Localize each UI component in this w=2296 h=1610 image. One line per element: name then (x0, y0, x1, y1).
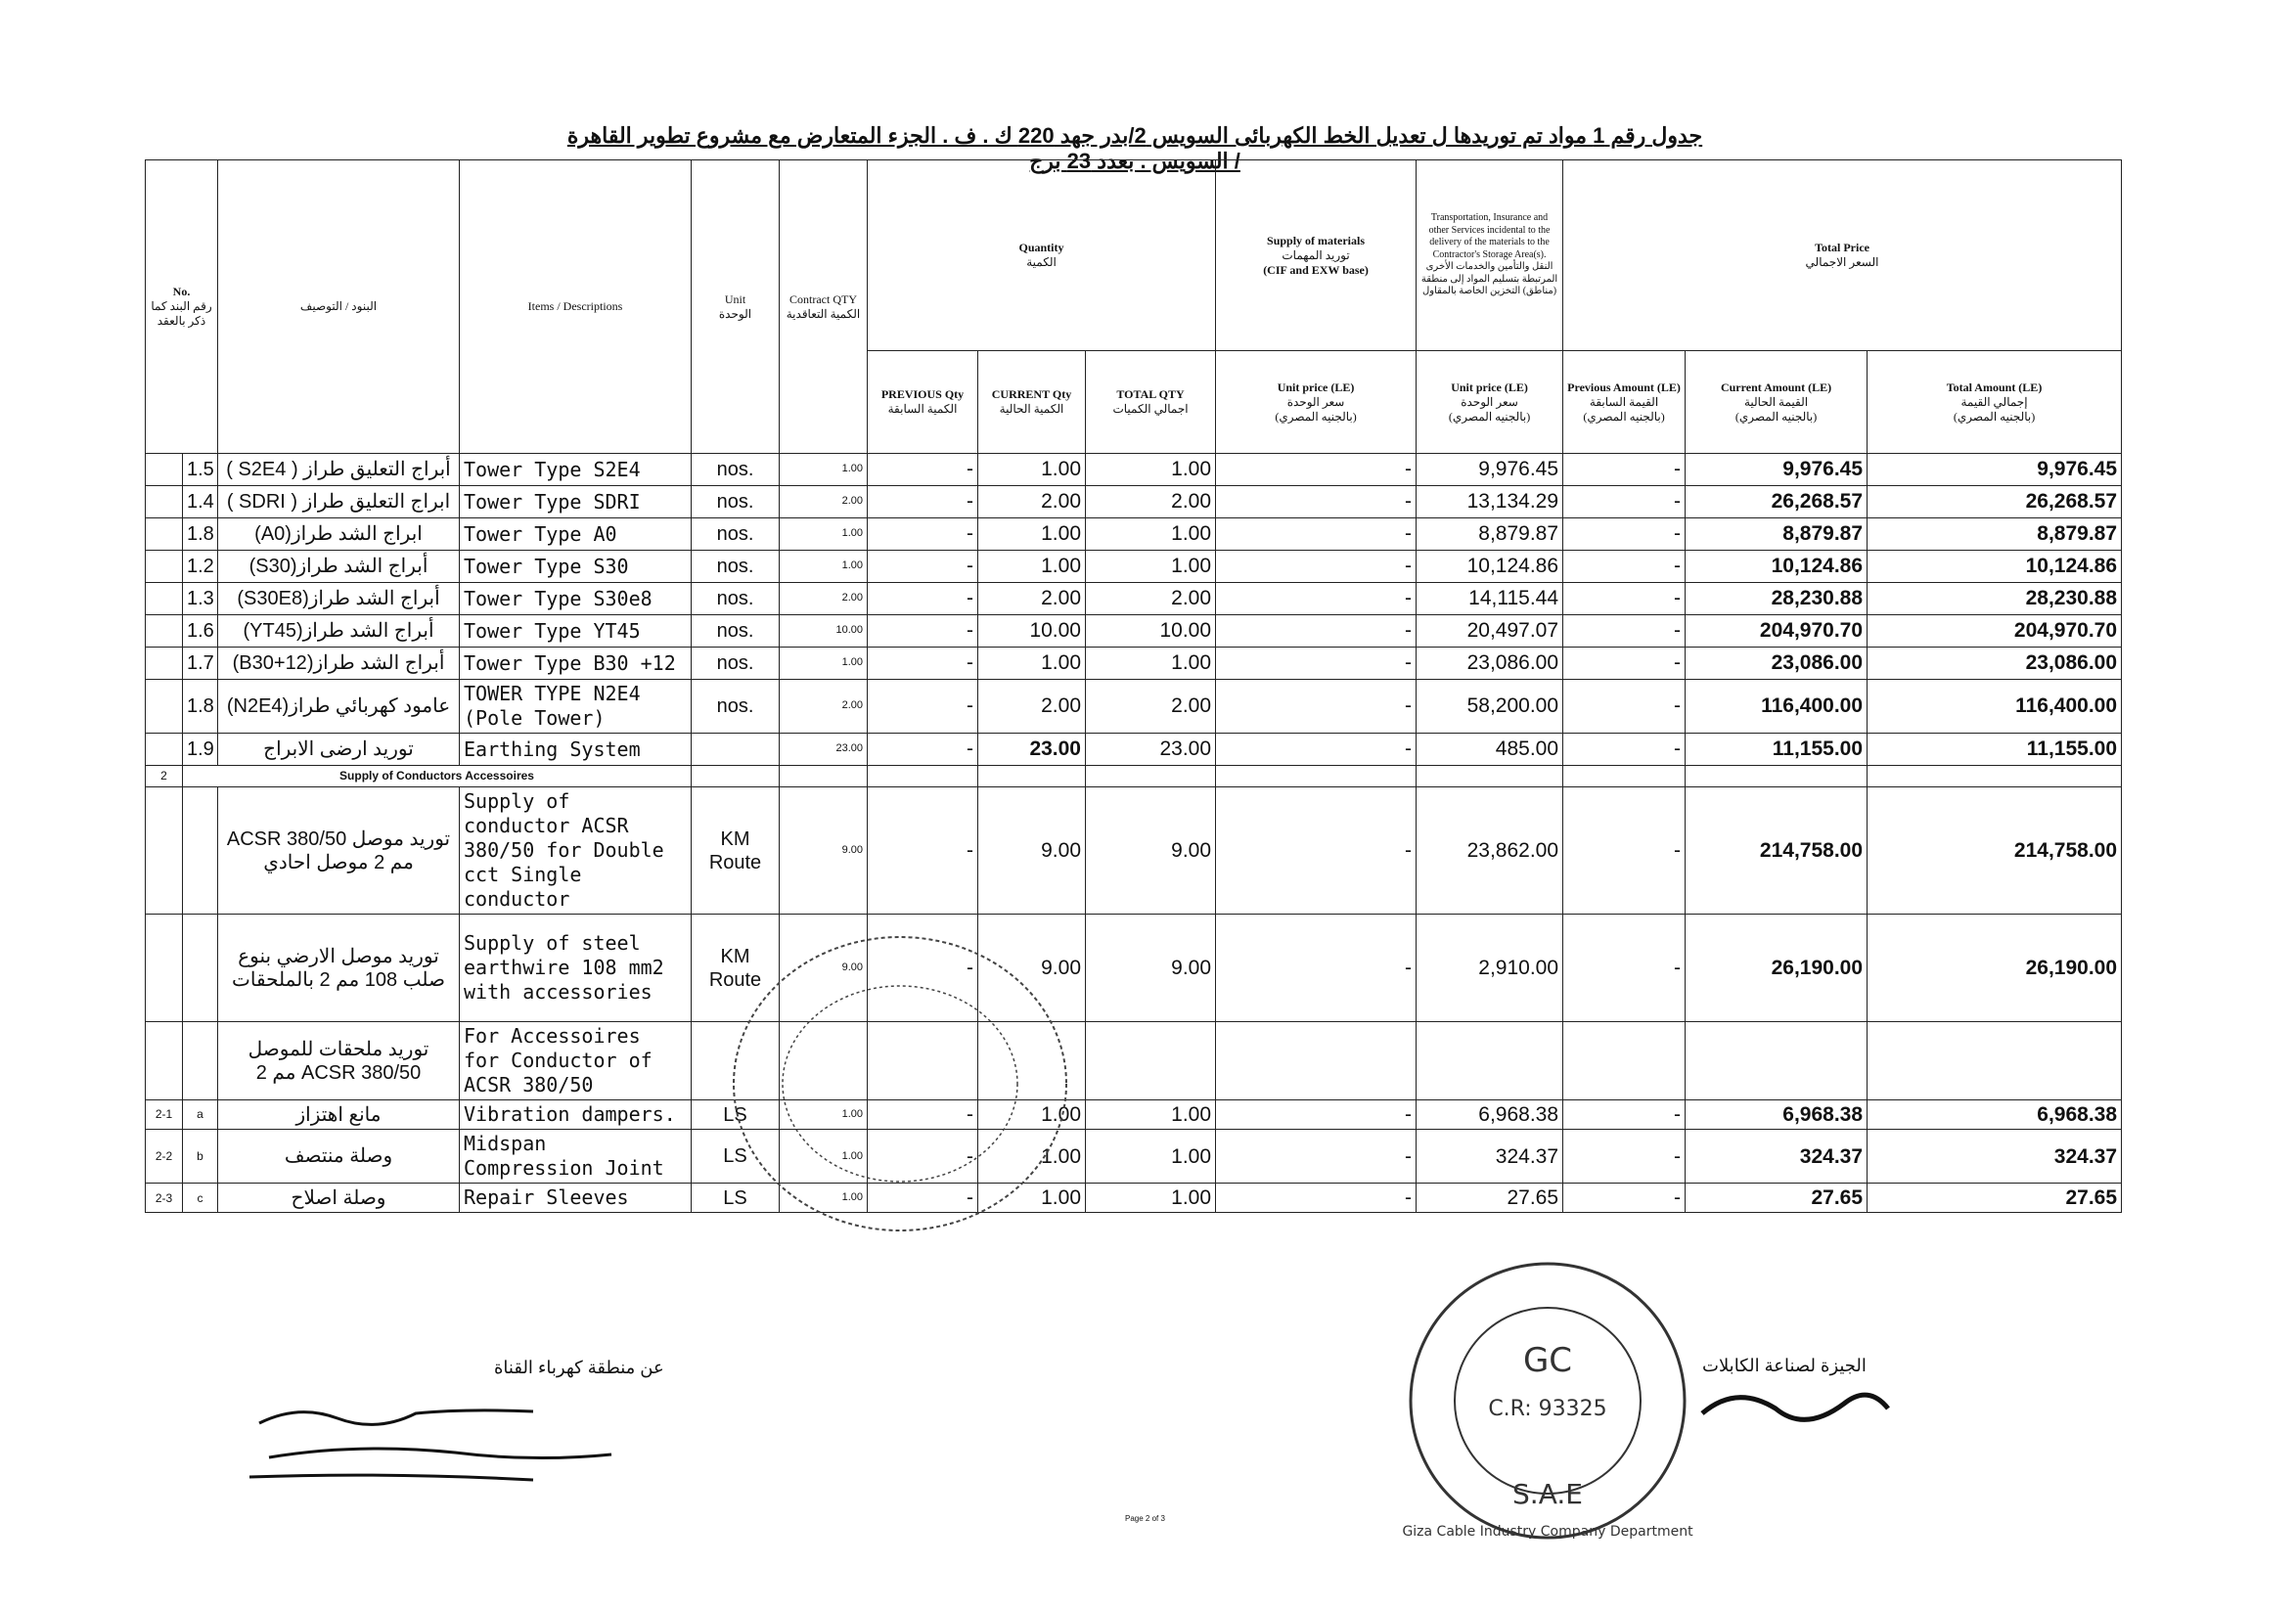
current-amount: 324.37 (1686, 1130, 1868, 1184)
table-row (146, 615, 2122, 648)
table-row (146, 648, 2122, 680)
table-row (146, 787, 2122, 915)
row-number: 1.9 (183, 734, 218, 766)
previous-amount: - (1563, 615, 1686, 648)
page-title: جدول رقم 1 مواد تم توريدها ل تعديل الخط الكهربائى السويس 2/بدر جهد 220 ك . ف . الجزء المتعارض مع مشروع تطوير القاهرة / السويس . بعدد 23 برج (566, 123, 1703, 173)
row-spacer (146, 518, 183, 551)
item-description: Tower Type S30 (460, 551, 692, 583)
empty-cell (868, 766, 978, 787)
item-arabic: أبراج الشد طراز(S30) (218, 551, 460, 583)
row-letter: a (183, 1100, 218, 1130)
item-description: TOWER TYPE N2E4 (Pole Tower) (460, 680, 692, 734)
previous-qty: - (868, 583, 978, 615)
previous-qty: - (868, 734, 978, 766)
contract-qty: 1.00 (780, 1100, 868, 1130)
unit: nos. (692, 518, 780, 551)
total-qty: 2.00 (1086, 680, 1216, 734)
table-row (146, 1100, 2122, 1130)
row-number: 1.4 (183, 486, 218, 518)
current-amount: 27.65 (1686, 1184, 1868, 1213)
item-description: Tower Type A0 (460, 518, 692, 551)
contract-qty: 9.00 (780, 787, 868, 915)
row-spacer (146, 486, 183, 518)
total-qty: 9.00 (1086, 787, 1216, 915)
current-qty: 1.00 (978, 1100, 1086, 1130)
total-amount: 8,879.87 (1868, 518, 2122, 551)
unit: nos. (692, 615, 780, 648)
left-signature-label: عن منطقة كهرباء القناة (494, 1358, 664, 1377)
row-number: 1.8 (183, 680, 218, 734)
total-amount: 116,400.00 (1868, 680, 2122, 734)
item-description: Vibration dampers. (460, 1100, 692, 1130)
row-spacer (146, 583, 183, 615)
total-qty: 1.00 (1086, 648, 1216, 680)
table-row (146, 915, 2122, 1022)
section-title: Supply of Conductors Accessoires (183, 766, 692, 787)
item-arabic: توريد ملحقات للموصل ACSR 380/50 مم 2 (218, 1022, 460, 1100)
total-amount: 26,268.57 (1868, 486, 2122, 518)
total-amount: 214,758.00 (1868, 787, 2122, 915)
total-amount: 324.37 (1868, 1130, 2122, 1184)
contract-qty: 1.00 (780, 551, 868, 583)
total-qty: 1.00 (1086, 518, 1216, 551)
row-spacer (146, 551, 183, 583)
supply-unit-price: - (1216, 1130, 1417, 1184)
item-arabic: وصلة اصلاح (218, 1184, 460, 1213)
unit: nos. (692, 551, 780, 583)
section-header (146, 766, 2122, 787)
row-spacer (146, 680, 183, 734)
total-qty: 1.00 (1086, 1130, 1216, 1184)
item-description: Tower Type S30e8 (460, 583, 692, 615)
row-letter: b (183, 1130, 218, 1184)
transport-unit-price: 13,134.29 (1417, 486, 1563, 518)
header-total-amount: Total Amount (LE) إجمالي القيمة (بالجنيه المصري) (1868, 351, 2122, 454)
empty-cell (1868, 766, 2122, 787)
previous-qty: - (868, 1184, 978, 1213)
previous-qty: - (868, 1130, 978, 1184)
company-stamp (1401, 1254, 1694, 1547)
table-row (146, 734, 2122, 766)
item-arabic: وصلة منتصف (218, 1130, 460, 1184)
svg-text:GC: GC (1522, 1341, 1573, 1380)
item-arabic: ابراج الشد طراز(A0) (218, 518, 460, 551)
current-amount: 8,879.87 (1686, 518, 1868, 551)
previous-qty: - (868, 486, 978, 518)
header-unit: Unit الوحدة (692, 160, 780, 454)
supply-unit-price: - (1216, 454, 1417, 486)
left-signature (240, 1364, 621, 1501)
total-amount: 11,155.00 (1868, 734, 2122, 766)
transport-unit-price: 324.37 (1417, 1130, 1563, 1184)
previous-amount: - (1563, 454, 1686, 486)
page-number: Page 2 of 3 (1125, 1514, 1165, 1523)
header-no: No. رقم البند كما ذكر بالعقد (146, 160, 218, 454)
row-spacer (146, 648, 183, 680)
unit: nos. (692, 583, 780, 615)
supply-unit-price: - (1216, 680, 1417, 734)
supply-unit-price: - (1216, 1100, 1417, 1130)
previous-qty: - (868, 787, 978, 915)
item-description: Supply of steel earthwire 108 mm2 with accessories (460, 915, 692, 1022)
empty-cell (1868, 1022, 2122, 1100)
table-row (146, 680, 2122, 734)
unit: nos. (692, 486, 780, 518)
row-spacer (146, 734, 183, 766)
unit: KM Route (692, 787, 780, 915)
empty-cell (1563, 766, 1686, 787)
item-description: Tower Type S2E4 (460, 454, 692, 486)
contract-qty: 1.00 (780, 648, 868, 680)
supply-unit-price: - (1216, 583, 1417, 615)
item-arabic: عامود كهربائي طراز(N2E4) (218, 680, 460, 734)
previous-amount: - (1563, 583, 1686, 615)
item-description: Earthing System (460, 734, 692, 766)
previous-qty: - (868, 518, 978, 551)
total-qty: 9.00 (1086, 915, 1216, 1022)
previous-amount: - (1563, 1130, 1686, 1184)
item-description: Tower Type YT45 (460, 615, 692, 648)
supply-unit-price: - (1216, 486, 1417, 518)
empty-cell (1417, 766, 1563, 787)
item-arabic: أبراج الشد طراز(S30E8) (218, 583, 460, 615)
previous-qty: - (868, 615, 978, 648)
item-description: For Accessoires for Conductor of ACSR 380/50 (460, 1022, 692, 1100)
header-current-amount: Current Amount (LE) القيمة الحالية (بالجنيه المصري) (1686, 351, 1868, 454)
total-qty: 1.00 (1086, 1184, 1216, 1213)
current-qty: 9.00 (978, 915, 1086, 1022)
total-qty: 1.00 (1086, 454, 1216, 486)
current-amount: 204,970.70 (1686, 615, 1868, 648)
current-amount: 6,968.38 (1686, 1100, 1868, 1130)
transport-unit-price: 10,124.86 (1417, 551, 1563, 583)
header-transport-unit-price: Unit price (LE) سعر الوحدة (بالجنيه المصري) (1417, 351, 1563, 454)
previous-amount: - (1563, 1100, 1686, 1130)
transport-unit-price: 2,910.00 (1417, 915, 1563, 1022)
current-qty: 1.00 (978, 648, 1086, 680)
row-number: 2-3 (146, 1184, 183, 1213)
item-description: Tower Type B30 +12 (460, 648, 692, 680)
contract-qty: 1.00 (780, 1184, 868, 1213)
supply-unit-price: - (1216, 1184, 1417, 1213)
row-spacer (183, 787, 218, 915)
previous-amount: - (1563, 551, 1686, 583)
header-transport: Transportation, Insurance and other Services incidental to the delivery of the materials to the Contractor's Storage Area(s). النقل والتأمين والخدمات الأخرى المرتبطة بتسليم المواد إلى منطقة (مناطق) التخزين الخاصة بالمقاول (1417, 160, 1563, 351)
row-spacer (146, 454, 183, 486)
current-qty: 9.00 (978, 787, 1086, 915)
row-spacer (146, 787, 183, 915)
current-qty: 2.00 (978, 583, 1086, 615)
item-description: Midspan Compression Joint (460, 1130, 692, 1184)
current-amount: 214,758.00 (1686, 787, 1868, 915)
transport-unit-price: 58,200.00 (1417, 680, 1563, 734)
row-number: 1.6 (183, 615, 218, 648)
transport-unit-price: 9,976.45 (1417, 454, 1563, 486)
row-number: 1.3 (183, 583, 218, 615)
current-qty: 1.00 (978, 551, 1086, 583)
contract-qty: 2.00 (780, 486, 868, 518)
header-quantity: Quantity الكمية (868, 160, 1216, 351)
previous-amount: - (1563, 915, 1686, 1022)
stamp-sae: S.A.E (1512, 1478, 1583, 1510)
empty-cell (1686, 1022, 1868, 1100)
item-arabic: مانع اهتزاز (218, 1100, 460, 1130)
supply-unit-price: - (1216, 648, 1417, 680)
unit: KM Route (692, 915, 780, 1022)
item-arabic: أبراج التعليق طراز ( S2E4 ) (218, 454, 460, 486)
row-number: 1.7 (183, 648, 218, 680)
current-amount: 26,190.00 (1686, 915, 1868, 1022)
empty-cell (692, 766, 780, 787)
transport-unit-price: 27.65 (1417, 1184, 1563, 1213)
total-qty: 2.00 (1086, 583, 1216, 615)
header-previous-amount: Previous Amount (LE) القيمة السابقة (بالجنيه المصري) (1563, 351, 1686, 454)
total-amount: 23,086.00 (1868, 648, 2122, 680)
item-arabic: أبراج الشد طراز(B30+12) (218, 648, 460, 680)
current-qty: 1.00 (978, 454, 1086, 486)
contract-qty: 23.00 (780, 734, 868, 766)
item-description: Tower Type SDRI (460, 486, 692, 518)
header-supply: Supply of materials توريد المهمات (CIF and EXW base) (1216, 160, 1417, 351)
previous-amount: - (1563, 1184, 1686, 1213)
supply-unit-price: - (1216, 787, 1417, 915)
current-qty: 1.00 (978, 1184, 1086, 1213)
transport-unit-price: 6,968.38 (1417, 1100, 1563, 1130)
unit: nos. (692, 648, 780, 680)
contract-qty: 1.00 (780, 454, 868, 486)
item-description: Supply of conductor ACSR 380/50 for Double cct Single conductor (460, 787, 692, 915)
previous-qty: - (868, 454, 978, 486)
transport-unit-price: 485.00 (1417, 734, 1563, 766)
contract-qty: 1.00 (780, 518, 868, 551)
total-amount: 10,124.86 (1868, 551, 2122, 583)
supply-unit-price: - (1216, 734, 1417, 766)
empty-cell (1686, 766, 1868, 787)
table-row (146, 551, 2122, 583)
previous-qty: - (868, 551, 978, 583)
table-row (146, 583, 2122, 615)
header-items: Items / Descriptions (460, 160, 692, 454)
total-amount: 28,230.88 (1868, 583, 2122, 615)
empty-cell (1086, 1022, 1216, 1100)
table-row (146, 1184, 2122, 1213)
header-previous-qty: PREVIOUS Qty الكمية السابقة (868, 351, 978, 454)
transport-unit-price: 8,879.87 (1417, 518, 1563, 551)
row-spacer (183, 915, 218, 1022)
contract-qty: 2.00 (780, 583, 868, 615)
header-total-qty: TOTAL QTY اجمالي الكميات (1086, 351, 1216, 454)
item-arabic: ابراج التعليق طراز ( SDRI ) (218, 486, 460, 518)
transport-unit-price: 20,497.07 (1417, 615, 1563, 648)
supply-unit-price: - (1216, 551, 1417, 583)
previous-amount: - (1563, 648, 1686, 680)
transport-unit-price: 23,086.00 (1417, 648, 1563, 680)
empty-cell (1417, 1022, 1563, 1100)
previous-amount: - (1563, 787, 1686, 915)
unit: LS (692, 1100, 780, 1130)
total-qty: 2.00 (1086, 486, 1216, 518)
total-amount: 204,970.70 (1868, 615, 2122, 648)
previous-qty: - (868, 680, 978, 734)
item-arabic: أبراج الشد طراز(YT45) (218, 615, 460, 648)
row-spacer (146, 1022, 183, 1100)
total-qty: 1.00 (1086, 551, 1216, 583)
current-qty: 23.00 (978, 734, 1086, 766)
table-row (146, 518, 2122, 551)
unit (692, 734, 780, 766)
previous-amount: - (1563, 518, 1686, 551)
item-arabic: توريد موصل الارضي بنوع صلب 108 مم 2 بالملحقات (218, 915, 460, 1022)
total-qty: 10.00 (1086, 615, 1216, 648)
previous-qty: - (868, 915, 978, 1022)
empty-cell (1216, 1022, 1417, 1100)
current-qty: 2.00 (978, 486, 1086, 518)
previous-qty: - (868, 648, 978, 680)
unit: nos. (692, 454, 780, 486)
total-amount: 26,190.00 (1868, 915, 2122, 1022)
stamp-code: C.R: 93325 (1488, 1397, 1607, 1421)
stamp-ring: Giza Cable Industry Company Department (1402, 1524, 1693, 1540)
item-arabic: توريد موصل ACSR 380/50 مم 2 موصل احادي (218, 787, 460, 915)
transport-unit-price: 14,115.44 (1417, 583, 1563, 615)
total-amount: 6,968.38 (1868, 1100, 2122, 1130)
contract-qty: 9.00 (780, 915, 868, 1022)
current-amount: 23,086.00 (1686, 648, 1868, 680)
current-amount: 9,976.45 (1686, 454, 1868, 486)
header-contract-qty: Contract QTY الكمية التعاقدية (780, 160, 868, 454)
previous-amount: - (1563, 680, 1686, 734)
empty-cell (978, 766, 1086, 787)
supply-unit-price: - (1216, 615, 1417, 648)
row-number: 2-2 (146, 1130, 183, 1184)
current-amount: 116,400.00 (1686, 680, 1868, 734)
current-amount: 10,124.86 (1686, 551, 1868, 583)
empty-cell (1086, 766, 1216, 787)
item-description: Repair Sleeves (460, 1184, 692, 1213)
empty-cell (780, 766, 868, 787)
contract-qty: 1.00 (780, 1130, 868, 1184)
previous-qty: - (868, 1100, 978, 1130)
header-total-price: Total Price السعر الاجمالي (1563, 160, 2122, 351)
row-letter: c (183, 1184, 218, 1213)
table-row (146, 1022, 2122, 1100)
previous-amount: - (1563, 486, 1686, 518)
supply-unit-price: - (1216, 518, 1417, 551)
oval-stamp (714, 917, 1086, 1250)
row-number: 2-1 (146, 1100, 183, 1130)
unit: LS (692, 1184, 780, 1213)
total-qty: 1.00 (1086, 1100, 1216, 1130)
current-amount: 28,230.88 (1686, 583, 1868, 615)
empty-cell (1563, 1022, 1686, 1100)
row-number: 1.2 (183, 551, 218, 583)
row-spacer (146, 915, 183, 1022)
total-qty: 23.00 (1086, 734, 1216, 766)
transport-unit-price: 23,862.00 (1417, 787, 1563, 915)
unit: nos. (692, 680, 780, 734)
header-items-ar: البنود / التوصيف (218, 160, 460, 454)
header-supply-unit-price: Unit price (LE) سعر الوحدة (بالجنيه المصري) (1216, 351, 1417, 454)
current-amount: 11,155.00 (1686, 734, 1868, 766)
right-signature (1697, 1374, 1893, 1443)
boq-table (145, 159, 2122, 1213)
current-amount: 26,268.57 (1686, 486, 1868, 518)
current-qty: 1.00 (978, 518, 1086, 551)
current-qty: 10.00 (978, 615, 1086, 648)
previous-amount: - (1563, 734, 1686, 766)
current-qty: 1.00 (978, 1130, 1086, 1184)
row-number: 1.8 (183, 518, 218, 551)
row-number: 1.5 (183, 454, 218, 486)
total-amount: 9,976.45 (1868, 454, 2122, 486)
row-spacer (146, 615, 183, 648)
current-qty: 2.00 (978, 680, 1086, 734)
unit: LS (692, 1130, 780, 1184)
section-number: 2 (146, 766, 183, 787)
supply-unit-price: - (1216, 915, 1417, 1022)
header-current-qty: CURRENT Qty الكمية الحالية (978, 351, 1086, 454)
row-spacer (183, 1022, 218, 1100)
item-arabic: توريد ارضى الابراج (218, 734, 460, 766)
table-row (146, 454, 2122, 486)
contract-qty: 2.00 (780, 680, 868, 734)
right-signature-label: الجيزة لصناعة الكابلات (1702, 1356, 1867, 1375)
table-row (146, 486, 2122, 518)
empty-cell (1216, 766, 1417, 787)
total-amount: 27.65 (1868, 1184, 2122, 1213)
contract-qty: 10.00 (780, 615, 868, 648)
table-row (146, 1130, 2122, 1184)
